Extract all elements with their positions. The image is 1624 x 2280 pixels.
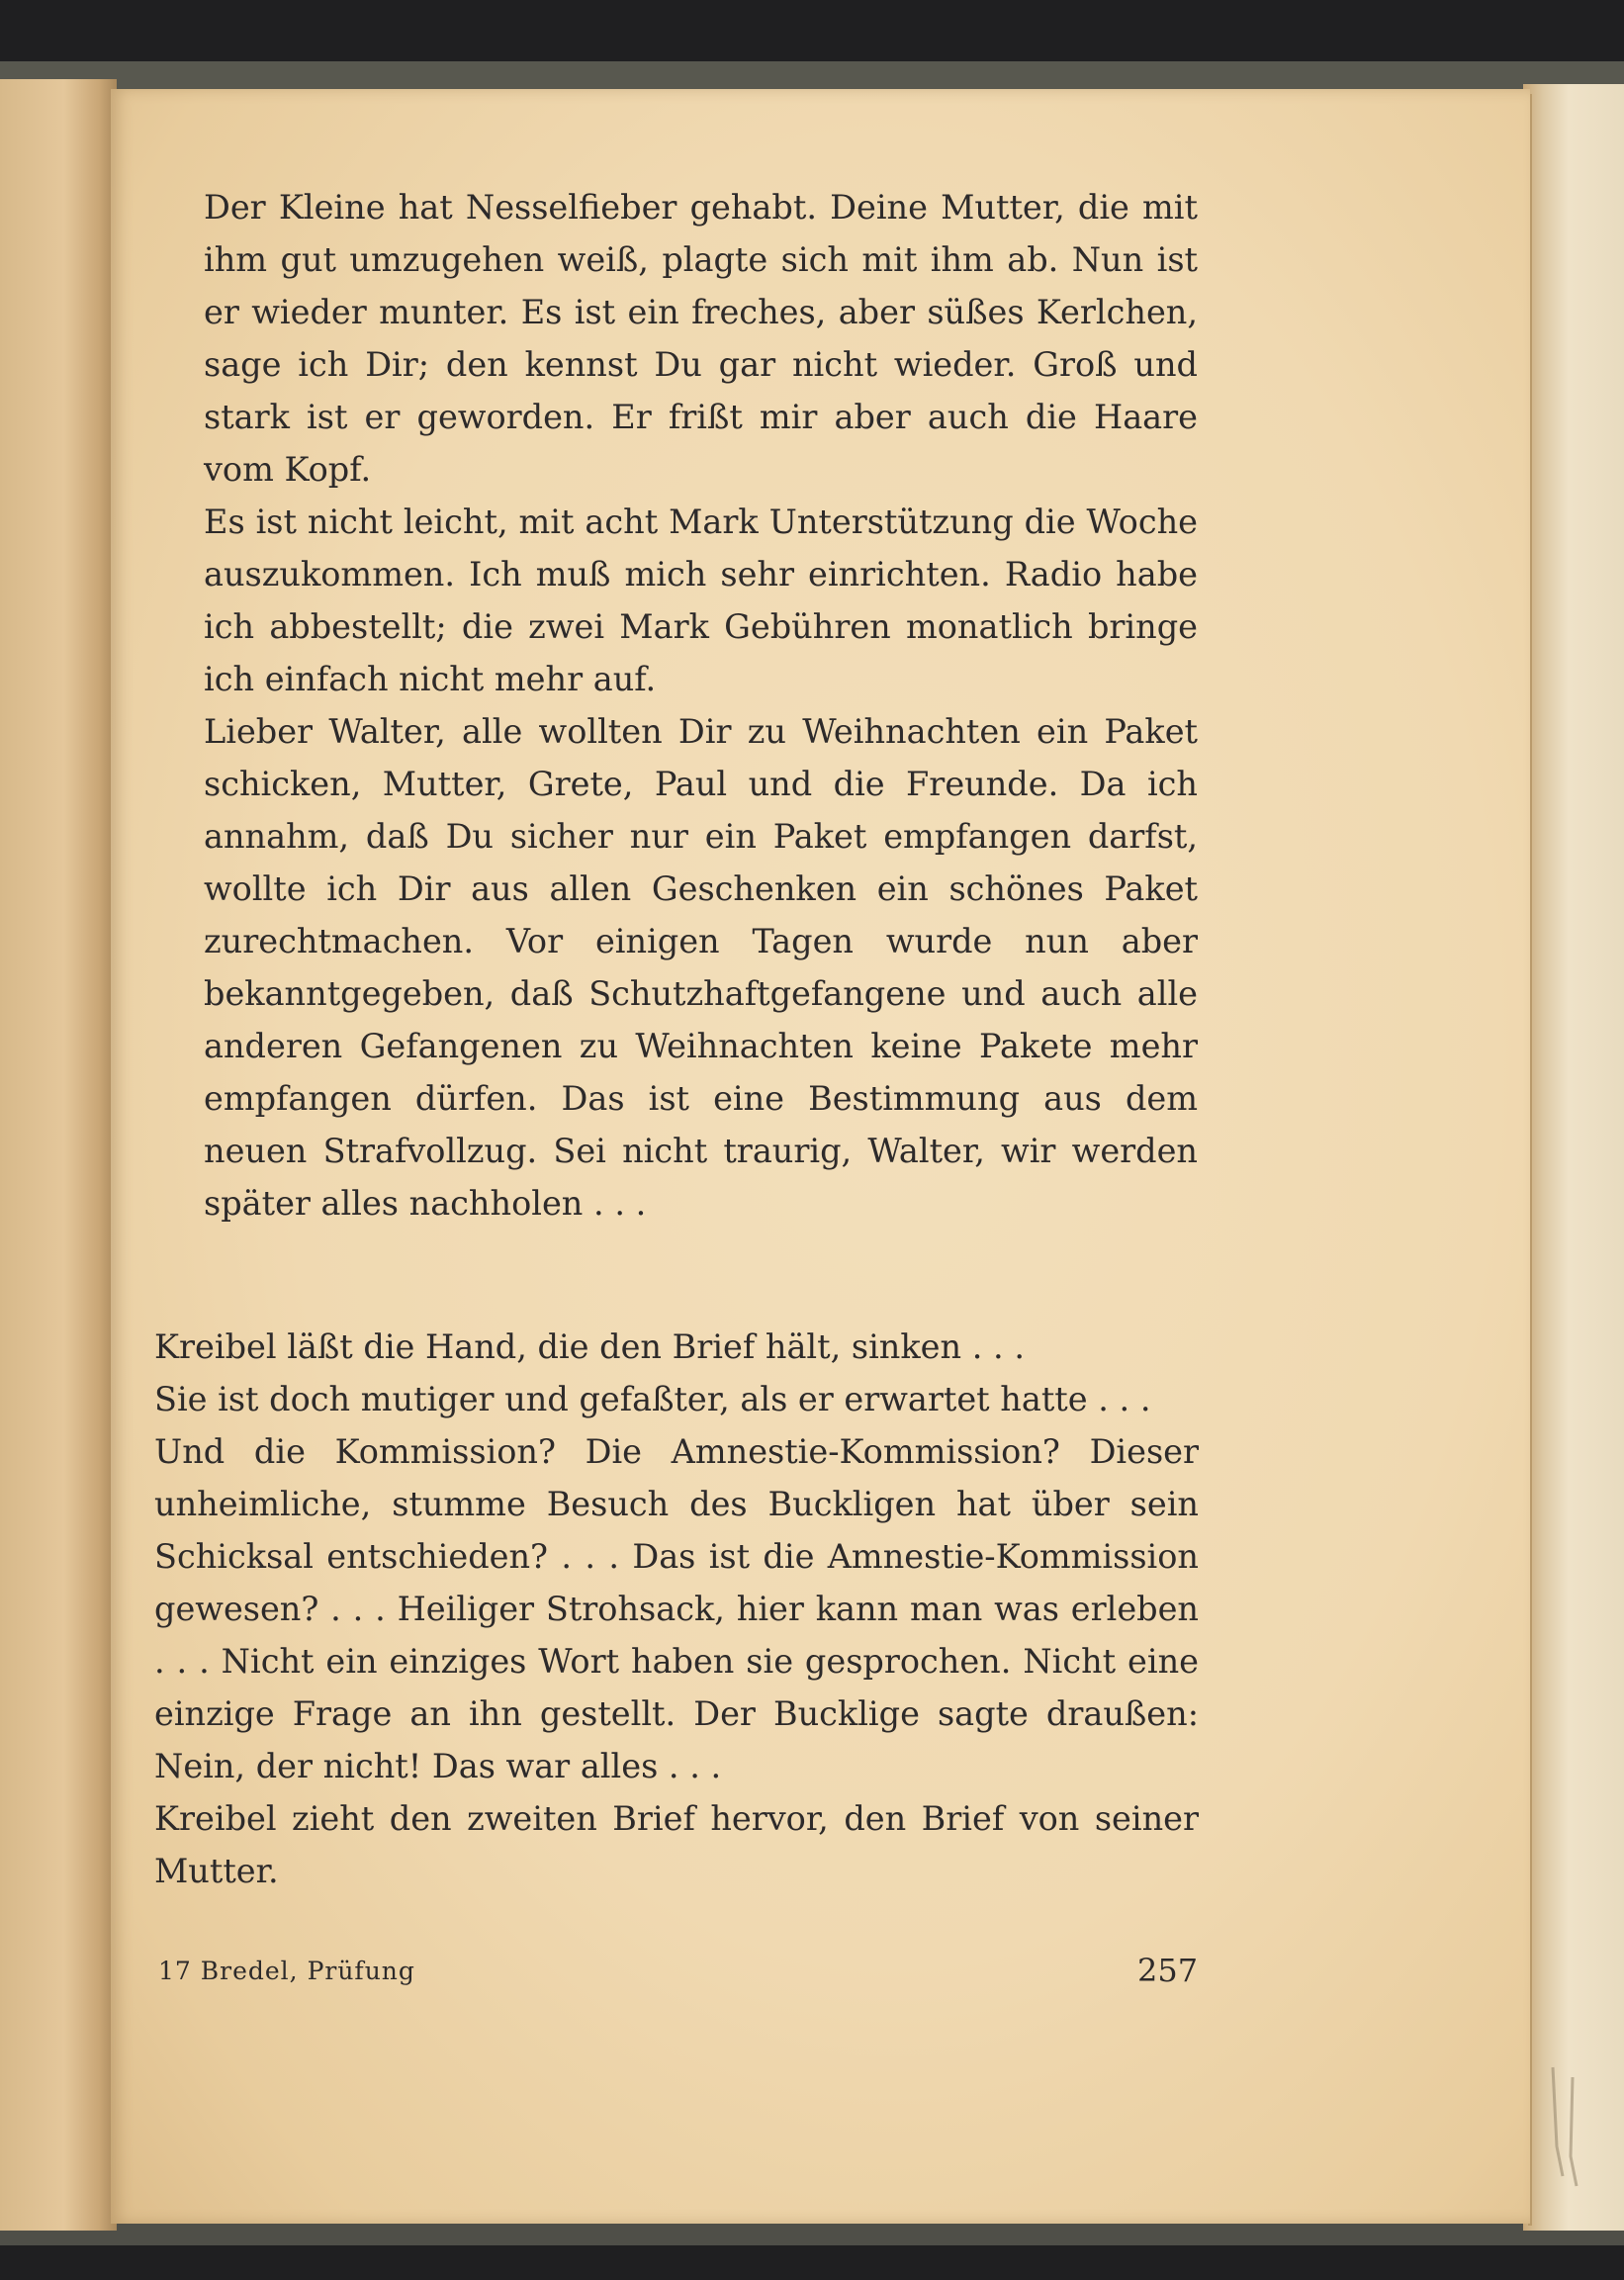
- left-page-edge: [0, 79, 117, 2231]
- letter-paragraph: Der Kleine hat Nesselfieber gehabt. Deine Mutter, die mit ihm gut umzugehen weiß, plagte sich mit ihm ab. Nun ist er wieder munter. Es ist ein freches, aber süßes Kerlchen, sage ich Dir; den kennst Du gar nicht wieder. Groß und stark ist er geworden. Er frißt mir aber auch die Haare vom Kopf.: [204, 188, 1198, 489]
- page-number: 257: [1137, 1952, 1199, 1989]
- narration-paragraph: Sie ist doch mutiger und gefaßter, als er erwartet hatte . . .: [154, 1380, 1151, 1418]
- narration-paragraph: Kreibel läßt die Hand, die den Brief hält, sinken . . .: [154, 1327, 1025, 1366]
- letter-text: [204, 181, 1198, 1230]
- narration-text: [154, 1321, 1199, 1897]
- letter-paragraph: Es ist nicht leicht, mit acht Mark Unterstützung die Woche auszukommen. Ich muß mich sehr einrichten. Radio habe ich abbestellt; die zwei Mark Gebühren monatlich bringe ich einfach nicht mehr auf.: [204, 502, 1198, 698]
- narration-paragraph: Kreibel zieht den zweiten Brief hervor, den Brief von seiner Mutter.: [154, 1799, 1199, 1890]
- pencil-mark: [1543, 2057, 1592, 2196]
- page-stack-edge: [1523, 84, 1624, 2231]
- letter-paragraph: Lieber Walter, alle wollten Dir zu Weihnachten ein Paket schicken, Mutter, Grete, Paul und die Freunde. Da ich annahm, daß Du sicher nur ein Paket empfangen darfst, wollte ich Dir aus allen Geschenken ein schönes Paket zurechtmachen. Vor einigen Tagen wurde nun aber bekanntgegeben, daß Schutzhaftgefangene und auch alle anderen Gefangenen zu Weihnachten keine Pakete mehr empfangen dürfen. Das ist eine Bestimmung aus dem neuen Strafvollzug. Sei nicht traurig, Walter, wir werden später alles nachholen . . .: [204, 712, 1198, 1223]
- footer-signature: 17 Bredel, Prüfung: [158, 1957, 415, 1985]
- narration-paragraph: Und die Kommission? Die Amnestie-Kommission? Dieser unheimliche, stumme Besuch des Buckligen hat über sein Schicksal entschieden? . . . Das ist die Amnestie-Kommission gewesen? . . . Heiliger Strohsack, hier kann man was erleben . . . Nicht ein einziges Wort haben sie gesprochen. Nicht eine einzige Frage an ihn gestellt. Der Bucklige sagte draußen: Nein, der nicht! Das war alles . . .: [154, 1432, 1199, 1785]
